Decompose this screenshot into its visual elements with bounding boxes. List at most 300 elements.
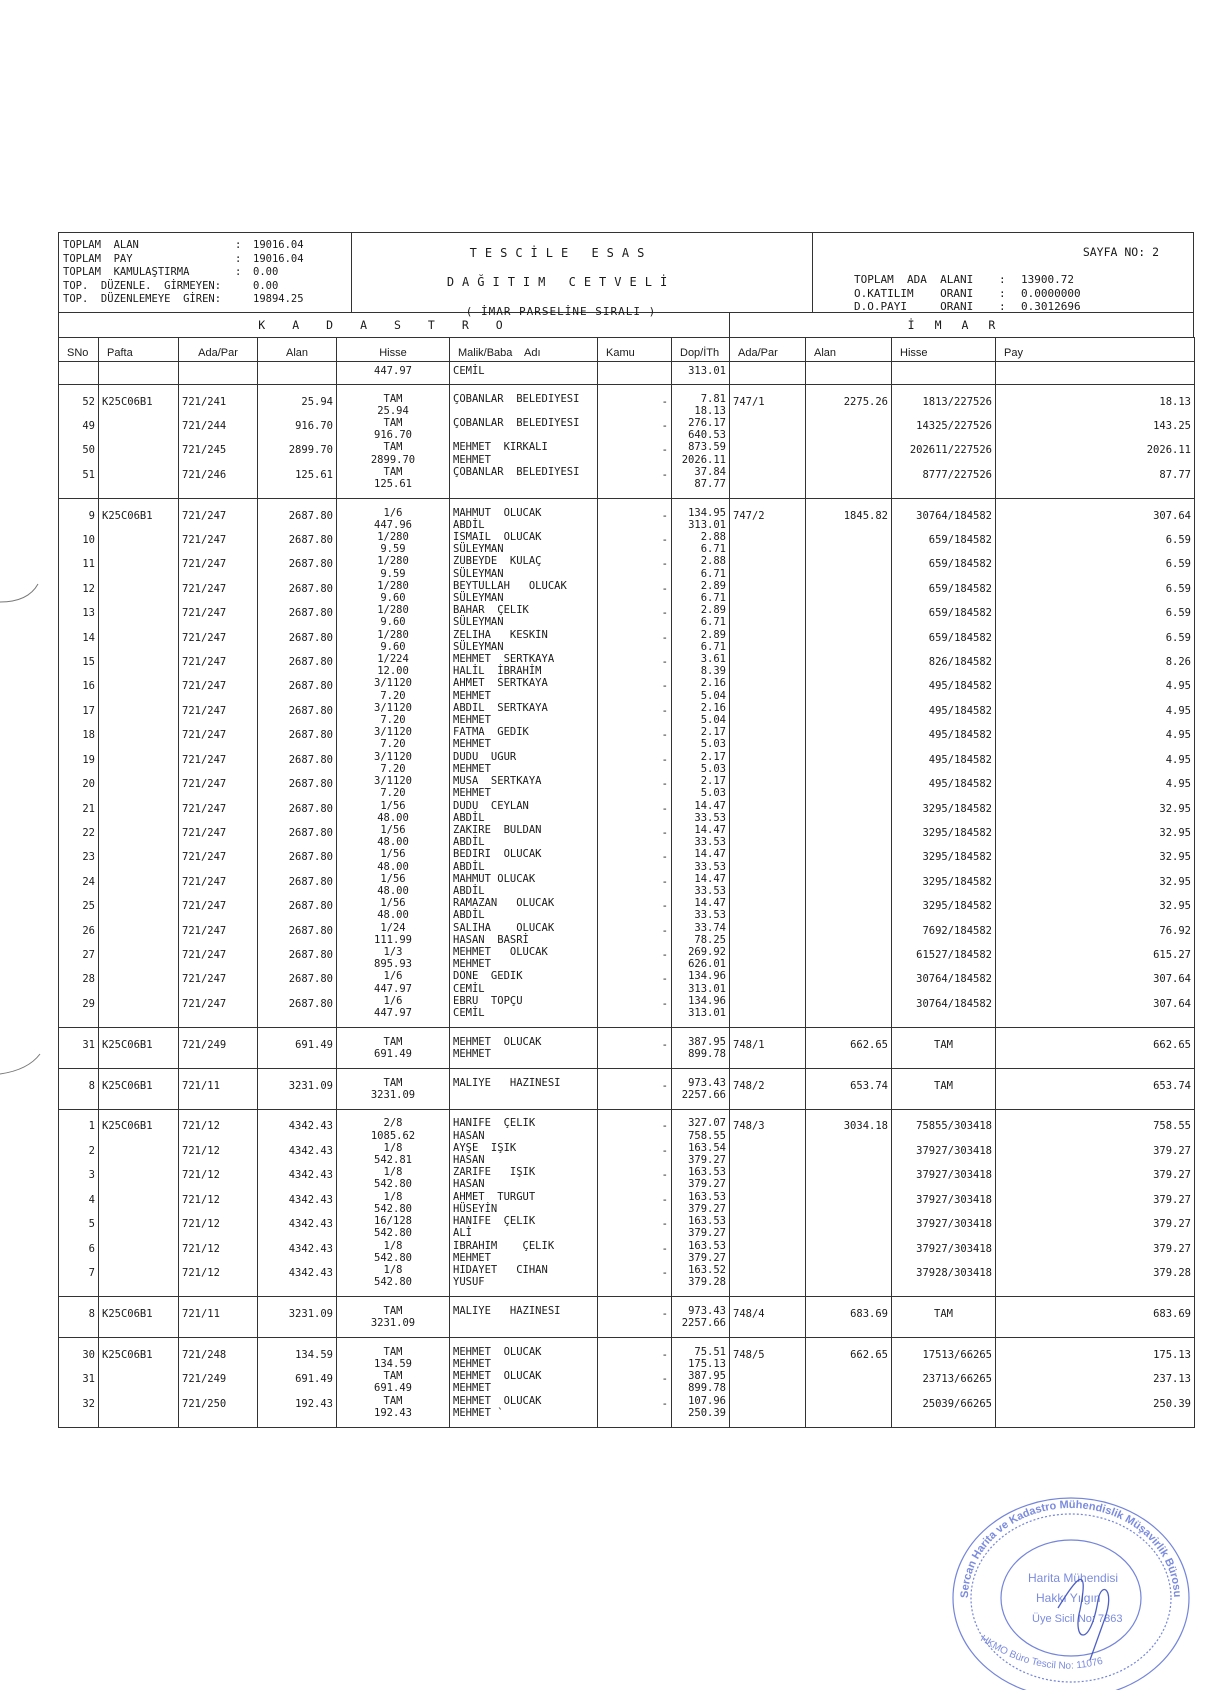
cell-owner: MALİYE HAZİNESİ xyxy=(450,1077,598,1110)
cell-imar-adapar xyxy=(730,995,806,1028)
cell-adapar: 721/12 xyxy=(179,1142,258,1166)
table-row xyxy=(59,417,1195,441)
cell-pafta xyxy=(99,466,179,499)
cell-pafta xyxy=(99,580,179,604)
cell-kamu: - xyxy=(598,1077,672,1110)
cell-pafta: K25C06B1 xyxy=(99,1305,179,1338)
cell-hisse: 1/8 542.80 xyxy=(337,1166,450,1190)
cell-owner: ZELİHA KESKİN SÜLEYMAN xyxy=(450,629,598,653)
table-row xyxy=(59,751,1195,775)
cell-dop: 163.53 379.27 xyxy=(672,1240,730,1264)
cell-alan: 4342.43 xyxy=(258,1240,337,1264)
cell-alan: 2687.80 xyxy=(258,873,337,897)
cell-pay: 4.95 xyxy=(996,677,1195,701)
cell-pay: 4.95 xyxy=(996,775,1195,799)
cell-sno: 23 xyxy=(59,848,99,872)
cell-adapar: 721/247 xyxy=(179,677,258,701)
cell-alan: 134.59 xyxy=(258,1346,337,1370)
cell-pafta xyxy=(99,1142,179,1166)
cell-pafta: K25C06B1 xyxy=(99,1036,179,1069)
table-row xyxy=(59,1395,1195,1427)
cell-sno: 8 xyxy=(59,1077,99,1110)
cell-sno: 13 xyxy=(59,604,99,628)
cell-sno: 20 xyxy=(59,775,99,799)
cell-alan: 125.61 xyxy=(258,466,337,499)
table-row xyxy=(59,726,1195,750)
cell-adapar: 721/11 xyxy=(179,1305,258,1338)
cell-sno: 31 xyxy=(59,1370,99,1394)
total-colon: : xyxy=(235,252,242,265)
cell-owner: SALİHA OLUCAK HASAN BASRİ xyxy=(450,922,598,946)
cell-imar-alan xyxy=(806,1264,892,1297)
cell-imar-adapar xyxy=(730,1395,806,1427)
cell-imar-adapar xyxy=(730,653,806,677)
cell-hisse: 3/1120 7.20 xyxy=(337,726,450,750)
total-value: 19016.04 xyxy=(253,239,304,251)
cell-pay: 87.77 xyxy=(996,466,1195,499)
table-row xyxy=(59,946,1195,970)
ada-colon: : xyxy=(999,286,1006,300)
cell-imar-alan xyxy=(806,531,892,555)
cell-imar-hisse: 495/184582 xyxy=(892,751,996,775)
cell-kamu: - xyxy=(598,897,672,921)
total-label: TOP. DÜZENLEMEYE GİREN: xyxy=(63,293,222,305)
cell-pay: 32.95 xyxy=(996,873,1195,897)
cell-owner: DUDU UĞUR MEHMET xyxy=(450,751,598,775)
cell-sno: 31 xyxy=(59,1036,99,1069)
cell-adapar: 721/241 xyxy=(179,393,258,417)
cell-adapar: 721/247 xyxy=(179,970,258,994)
cell-imar-hisse: 30764/184582 xyxy=(892,970,996,994)
cell-hisse: 3/1120 7.20 xyxy=(337,775,450,799)
cell-imar-adapar xyxy=(730,946,806,970)
cell-kamu: - xyxy=(598,848,672,872)
table-body xyxy=(59,362,1195,1428)
cell-adapar: 721/247 xyxy=(179,629,258,653)
cell-pay: 6.59 xyxy=(996,604,1195,628)
page-value: 2 xyxy=(1152,245,1159,259)
cell-pafta xyxy=(99,775,179,799)
cell-hisse: 3/1120 7.20 xyxy=(337,677,450,701)
cell-owner: İSMAİL OLUCAK SÜLEYMAN xyxy=(450,531,598,555)
cell-adapar: 721/245 xyxy=(179,441,258,465)
cell-imar-hisse: 25039/66265 xyxy=(892,1395,996,1427)
cell-imar-adapar xyxy=(730,751,806,775)
cell-adapar: 721/247 xyxy=(179,702,258,726)
cell-imar-adapar xyxy=(730,848,806,872)
cell-pafta xyxy=(99,1370,179,1394)
cell-kamu: - xyxy=(598,629,672,653)
cell-owner: DÖNE GEDİK CEMİL xyxy=(450,970,598,994)
table-row xyxy=(59,1191,1195,1215)
col-adapar: Ada/Par xyxy=(179,338,258,362)
cell-imar-alan xyxy=(806,653,892,677)
cell-adapar: 721/247 xyxy=(179,873,258,897)
cell-pafta xyxy=(99,995,179,1028)
table-row xyxy=(59,897,1195,921)
cell-pay: 379.27 xyxy=(996,1215,1195,1239)
cell-hisse: 1/8 542.80 xyxy=(337,1264,450,1297)
cell-adapar: 721/246 xyxy=(179,466,258,499)
cell-imar-adapar xyxy=(730,417,806,441)
cell-kamu: - xyxy=(598,775,672,799)
cell-alan: 2687.80 xyxy=(258,897,337,921)
col-imar-adapar: Ada/Par xyxy=(730,338,806,362)
total-value: 0.00 xyxy=(253,266,279,278)
cell-hisse: 1/8 542.80 xyxy=(337,1191,450,1215)
cell-kamu: - xyxy=(598,751,672,775)
cell-alan: 3231.09 xyxy=(258,1077,337,1110)
cell-imar-alan xyxy=(806,1395,892,1427)
cell-imar-hisse: 495/184582 xyxy=(892,677,996,701)
cell-hisse: 1/280 9.60 xyxy=(337,629,450,653)
cell-owner: HANİFE ÇELİK ALİ xyxy=(450,1215,598,1239)
cell-pafta: K25C06B1 xyxy=(99,393,179,417)
cell-pafta xyxy=(99,629,179,653)
total-label: TOPLAM ALAN xyxy=(63,239,139,251)
cell-dop: 2.89 6.71 xyxy=(672,604,730,628)
cell-dop: 107.96 250.39 xyxy=(672,1395,730,1427)
cell-dop: 134.96 313.01 xyxy=(672,970,730,994)
ada-colon: : xyxy=(999,300,1006,313)
cell-kamu: - xyxy=(598,677,672,701)
cell-alan: 25.94 xyxy=(258,393,337,417)
cell-dop: 75.51 175.13 xyxy=(672,1346,730,1370)
cell-imar-hisse: 61527/184582 xyxy=(892,946,996,970)
cell-imar-alan xyxy=(806,417,892,441)
cell-adapar: 721/12 xyxy=(179,1240,258,1264)
cell-adapar: 721/247 xyxy=(179,580,258,604)
cell-pafta xyxy=(99,531,179,555)
cell-imar-hisse: 75855/303418 xyxy=(892,1117,996,1141)
cell-owner: ABDİL SERTKAYA MEHMET xyxy=(450,702,598,726)
total-colon: : xyxy=(235,266,242,278)
cell-sno: 11 xyxy=(59,555,99,579)
cell-sno: 8 xyxy=(59,1305,99,1338)
table-row xyxy=(59,653,1195,677)
table-row xyxy=(59,1142,1195,1166)
title-line-3: ( İMAR PARSELİNE SIRALI ) xyxy=(465,305,657,318)
cell-pafta xyxy=(99,946,179,970)
table-row xyxy=(59,1036,1195,1069)
cell-imar-alan xyxy=(806,580,892,604)
cell-hisse: 1/56 48.00 xyxy=(337,800,450,824)
cell-dop: 2.89 6.71 xyxy=(672,629,730,653)
cell-sno: 22 xyxy=(59,824,99,848)
cell-sno: 30 xyxy=(59,1346,99,1370)
cell-pafta xyxy=(99,677,179,701)
cell-hisse: TAM 691.49 xyxy=(337,1036,450,1069)
table-row xyxy=(59,800,1195,824)
cell-sno: 4 xyxy=(59,1191,99,1215)
cell-dop: 269.92 626.01 xyxy=(672,946,730,970)
table-row xyxy=(59,1166,1195,1190)
cell-sno: 32 xyxy=(59,1395,99,1427)
cell-imar-alan xyxy=(806,629,892,653)
cell-adapar: 721/247 xyxy=(179,922,258,946)
table-row xyxy=(59,441,1195,465)
cell-imar-hisse: 23713/66265 xyxy=(892,1370,996,1394)
total-row xyxy=(63,253,323,267)
cell-owner: AYŞE IŞIK HASAN xyxy=(450,1142,598,1166)
cell-pay: 662.65 xyxy=(996,1036,1195,1069)
cell-sno: 28 xyxy=(59,970,99,994)
cell-sno: 7 xyxy=(59,1264,99,1297)
cell-imar-hisse: 659/184582 xyxy=(892,604,996,628)
cell-pay: 379.27 xyxy=(996,1191,1195,1215)
cell-pay: 32.95 xyxy=(996,848,1195,872)
col-pay: Pay xyxy=(996,338,1195,362)
cell-imar-adapar xyxy=(730,922,806,946)
cell-alan: 691.49 xyxy=(258,1036,337,1069)
cell-pafta: K25C06B1 xyxy=(99,507,179,531)
cell-pafta: K25C06B1 xyxy=(99,1346,179,1370)
table-row xyxy=(59,848,1195,872)
ada-total-row xyxy=(854,287,1081,301)
cell-imar-adapar xyxy=(730,441,806,465)
cell-sno: 19 xyxy=(59,751,99,775)
cell-pafta xyxy=(99,441,179,465)
cell-adapar: 721/247 xyxy=(179,726,258,750)
cell-adapar: 721/247 xyxy=(179,848,258,872)
cell-imar-hisse: 37927/303418 xyxy=(892,1191,996,1215)
total-label: TOPLAM KAMULAŞTIRMA xyxy=(63,266,190,278)
cell-imar-hisse: 8777/227526 xyxy=(892,466,996,499)
cell-kamu: - xyxy=(598,441,672,465)
cell-pafta xyxy=(99,873,179,897)
cell-imar-alan: 653.74 xyxy=(806,1077,892,1110)
cell-adapar: 721/244 xyxy=(179,417,258,441)
cell-owner: HANİFE ÇELİK HASAN xyxy=(450,1117,598,1141)
cell-alan: 2687.80 xyxy=(258,653,337,677)
stamp-bottom-text: HKMO Büro Tescil No: 11076 xyxy=(978,1633,1105,1672)
cell-adapar: 721/249 xyxy=(179,1370,258,1394)
cell-imar-hisse: 37927/303418 xyxy=(892,1166,996,1190)
cell-imar-hisse: 659/184582 xyxy=(892,580,996,604)
cell-alan: 2899.70 xyxy=(258,441,337,465)
cell-imar-alan: 1845.82 xyxy=(806,507,892,531)
cell-imar-adapar xyxy=(730,800,806,824)
cell-dop: 2.17 5.03 xyxy=(672,726,730,750)
cell-kamu: - xyxy=(598,466,672,499)
ada-value: 0.0000000 xyxy=(1021,286,1081,300)
cell-alan: 4342.43 xyxy=(258,1166,337,1190)
cell-hisse: 1/280 9.60 xyxy=(337,604,450,628)
punch-mark-top xyxy=(0,580,54,620)
cell-pafta xyxy=(99,970,179,994)
ada-label: O.KATILIM ORANI xyxy=(854,286,974,300)
cell-imar-hisse: 3295/184582 xyxy=(892,824,996,848)
cell-imar-alan: 662.65 xyxy=(806,1346,892,1370)
table-row xyxy=(59,629,1195,653)
cell-adapar: 721/247 xyxy=(179,995,258,1028)
cell-adapar: 721/249 xyxy=(179,1036,258,1069)
cell-imar-alan xyxy=(806,824,892,848)
cell-dop: 14.47 33.53 xyxy=(672,873,730,897)
cell-imar-alan xyxy=(806,1240,892,1264)
engineer-stamp xyxy=(940,1490,1202,1690)
cell-alan: 2687.80 xyxy=(258,800,337,824)
cell-pay: 379.28 xyxy=(996,1264,1195,1297)
cell-imar-alan xyxy=(806,441,892,465)
cell-owner: ÇOBANLAR BELEDİYESİ xyxy=(450,417,598,441)
cell-imar-adapar xyxy=(730,1240,806,1264)
cell-adapar: 721/12 xyxy=(179,1166,258,1190)
cell-pafta xyxy=(99,1191,179,1215)
cell-sno: 12 xyxy=(59,580,99,604)
document-title xyxy=(351,239,771,326)
table-row xyxy=(59,1346,1195,1370)
table-row xyxy=(59,824,1195,848)
cell-imar-hisse: 37927/303418 xyxy=(892,1215,996,1239)
cell-adapar: 721/247 xyxy=(179,751,258,775)
cell-pay: 683.69 xyxy=(996,1305,1195,1338)
cell-imar-alan xyxy=(806,726,892,750)
cell-dop: 33.74 78.25 xyxy=(672,922,730,946)
total-value: 0.00 xyxy=(253,279,279,292)
cell-adapar: 721/12 xyxy=(179,1264,258,1297)
cell-alan: 2687.80 xyxy=(258,824,337,848)
cell-pay: 32.95 xyxy=(996,824,1195,848)
cell-kamu: - xyxy=(598,507,672,531)
cell-owner: ÇOBANLAR BELEDİYESİ xyxy=(450,466,598,499)
cell-hisse: 16/128 542.80 xyxy=(337,1215,450,1239)
cell-alan: 4342.43 xyxy=(258,1215,337,1239)
ada-label: TOPLAM ADA ALANI xyxy=(854,273,974,286)
cell-kamu: - xyxy=(598,995,672,1028)
cell-sno: 5 xyxy=(59,1215,99,1239)
cell-hisse: 1/8 542.81 xyxy=(337,1142,450,1166)
cell-pafta: K25C06B1 xyxy=(99,1077,179,1110)
cell-sno: 1 xyxy=(59,1117,99,1141)
cell-sno: 24 xyxy=(59,873,99,897)
cell-hisse: TAM 3231.09 xyxy=(337,1305,450,1338)
cell-imar-hisse: 495/184582 xyxy=(892,726,996,750)
cell-pafta xyxy=(99,751,179,775)
cell-imar-adapar xyxy=(730,824,806,848)
cell-imar-hisse: 37928/303418 xyxy=(892,1264,996,1297)
cell-pafta xyxy=(99,555,179,579)
cell-pafta xyxy=(99,1215,179,1239)
cell-kamu: - xyxy=(598,604,672,628)
table-row xyxy=(59,1117,1195,1141)
cell-pay: 379.27 xyxy=(996,1240,1195,1264)
cell-owner: AHMET SERTKAYA MEHMET xyxy=(450,677,598,701)
cell-owner: MEHMET OLUCAK MEHMET xyxy=(450,1370,598,1394)
cell-imar-adapar xyxy=(730,604,806,628)
cell-imar-hisse: 659/184582 xyxy=(892,531,996,555)
ada-label: D.O.PAYI ORANI xyxy=(854,300,974,313)
cell-sno: 27 xyxy=(59,946,99,970)
cell-hisse: 1/280 9.60 xyxy=(337,580,450,604)
cell-imar-adapar xyxy=(730,629,806,653)
cell-kamu: - xyxy=(598,824,672,848)
cell-pay: 250.39 xyxy=(996,1395,1195,1427)
cell-hisse: 1/6 447.97 xyxy=(337,970,450,994)
cell-pay: 76.92 xyxy=(996,922,1195,946)
cell-kamu: - xyxy=(598,555,672,579)
cell-sno: 51 xyxy=(59,466,99,499)
cell-imar-alan xyxy=(806,897,892,921)
cell-hisse: TAM 691.49 xyxy=(337,1370,450,1394)
cell-hisse: TAM 25.94 xyxy=(337,393,450,417)
cell-pafta: K25C06B1 xyxy=(99,1117,179,1141)
cell-alan: 2687.80 xyxy=(258,995,337,1028)
cell-pafta xyxy=(99,1240,179,1264)
total-colon: : xyxy=(235,239,242,251)
cell-imar-adapar xyxy=(730,1191,806,1215)
cell-pafta xyxy=(99,417,179,441)
cell-imar-hisse: 17513/66265 xyxy=(892,1346,996,1370)
cell-kamu: - xyxy=(598,1305,672,1338)
cell-hisse: 1/3 895.93 xyxy=(337,946,450,970)
ada-value: 0.3012696 xyxy=(1021,300,1081,313)
cell-owner: MEHMET OLUCAK MEHMET xyxy=(450,946,598,970)
cell-kamu: - xyxy=(598,1191,672,1215)
cell-hisse: 1/280 9.59 xyxy=(337,555,450,579)
cell-hisse: 1/24 111.99 xyxy=(337,922,450,946)
table-row xyxy=(59,1370,1195,1394)
total-value: 19894.25 xyxy=(253,293,304,305)
cell-dop: 387.95 899.78 xyxy=(672,1370,730,1394)
cell-imar-alan: 2275.26 xyxy=(806,393,892,417)
cell-pay: 379.27 xyxy=(996,1166,1195,1190)
cell-dop: 134.95 313.01 xyxy=(672,507,730,531)
cell-kamu: - xyxy=(598,970,672,994)
cell-owner: BEYTULLAH OLUCAK SÜLEYMAN xyxy=(450,580,598,604)
band-kadastro: KADASTRO xyxy=(59,313,730,337)
cell-alan: 3231.09 xyxy=(258,1305,337,1338)
cell-pafta xyxy=(99,922,179,946)
cell-sno: 3 xyxy=(59,1166,99,1190)
col-pafta: Pafta xyxy=(99,338,179,362)
cell-dop: 163.52 379.28 xyxy=(672,1264,730,1297)
cell-dop: 163.53 379.27 xyxy=(672,1191,730,1215)
cell-alan: 2687.80 xyxy=(258,775,337,799)
cell-owner: RAMAZAN OLUCAK ABDİL xyxy=(450,897,598,921)
table-row xyxy=(59,922,1195,946)
stamp-line-3: Üye Sicil No: 7863 xyxy=(1032,1613,1123,1625)
cell-imar-adapar: 748/2 xyxy=(730,1077,806,1110)
cell-imar-adapar xyxy=(730,970,806,994)
cell-owner: MUSA SERTKAYA MEHMET xyxy=(450,775,598,799)
total-colon xyxy=(235,293,253,307)
cell-dop: 3.61 8.39 xyxy=(672,653,730,677)
cell-pafta xyxy=(99,848,179,872)
ada-totals-block xyxy=(854,273,1081,314)
cell-owner: MALİYE HAZİNESİ xyxy=(450,1305,598,1338)
cell-alan: 4342.43 xyxy=(258,1142,337,1166)
sheet-header xyxy=(58,232,1194,318)
cell-imar-adapar xyxy=(730,1264,806,1297)
cell-owner: MAHMUT OLUCAK ABDİL xyxy=(450,507,598,531)
cell-imar-alan xyxy=(806,995,892,1028)
cell-adapar: 721/12 xyxy=(179,1215,258,1239)
band-imar: İMAR xyxy=(907,318,1016,332)
cell-sno: 10 xyxy=(59,531,99,555)
carryover-owner: CEMİL xyxy=(450,362,598,385)
col-dop: Dop/İTh xyxy=(672,338,730,362)
ada-total-row xyxy=(854,300,1081,314)
cell-pay: 307.64 xyxy=(996,995,1195,1028)
cell-adapar: 721/247 xyxy=(179,555,258,579)
cell-imar-hisse: 495/184582 xyxy=(892,775,996,799)
cell-hisse: 1/6 447.97 xyxy=(337,995,450,1028)
cell-dop: 2.16 5.04 xyxy=(672,702,730,726)
cell-imar-adapar xyxy=(730,531,806,555)
cell-alan: 2687.80 xyxy=(258,970,337,994)
cell-sno: 52 xyxy=(59,393,99,417)
